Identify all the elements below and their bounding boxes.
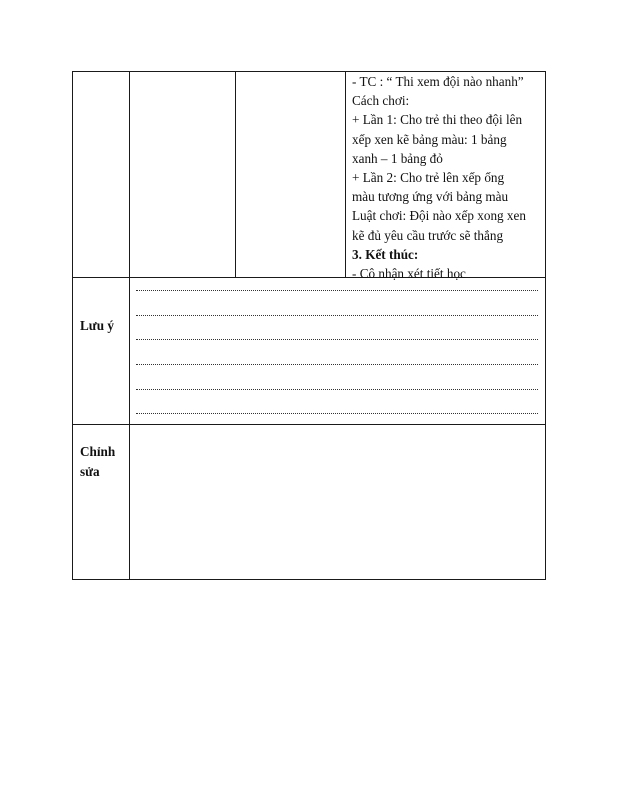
activity-line: Cách chơi: (352, 93, 410, 109)
activity-cell (352, 72, 548, 283)
activity-line: - TC : “ Thi xem đội nào nhanh” (352, 74, 524, 89)
notes-dotted-line (136, 339, 538, 340)
notes-dotted-line (136, 290, 538, 291)
activity-line: màu tương ứng với bảng màu (352, 189, 509, 205)
row-divider-2 (72, 424, 546, 425)
activity-line: + Lần 1: Cho trẻ thi theo đội lên (352, 112, 523, 128)
column-divider-2 (235, 71, 236, 278)
notes-dotted-line (136, 413, 538, 414)
activity-line: kẽ đủ yêu cầu trước sẽ thắng (352, 227, 504, 243)
notes-label: Lưu ý (80, 318, 114, 333)
activity-line: xếp xen kẽ bảng màu: 1 bảng (352, 131, 507, 147)
notes-dotted-line (136, 389, 538, 390)
label-column-divider (129, 71, 130, 580)
table-bottom-border (72, 579, 546, 580)
section-heading-ket-thuc: 3. Kết thúc: (352, 246, 419, 262)
activity-closing-line: - Cô nhận xét tiết học (352, 266, 466, 282)
edits-label: Chỉnh sửa (80, 444, 116, 479)
table-left-border (72, 71, 73, 580)
notes-dotted-line (136, 364, 538, 365)
column-divider-3 (345, 71, 346, 278)
activity-line: xanh – 1 bảng đỏ (352, 150, 443, 166)
activity-line: Luật chơi: Đội nào xếp xong xen (352, 208, 526, 224)
activity-line: + Lần 2: Cho trẻ lên xếp ống (352, 170, 505, 186)
notes-dotted-line (136, 315, 538, 316)
